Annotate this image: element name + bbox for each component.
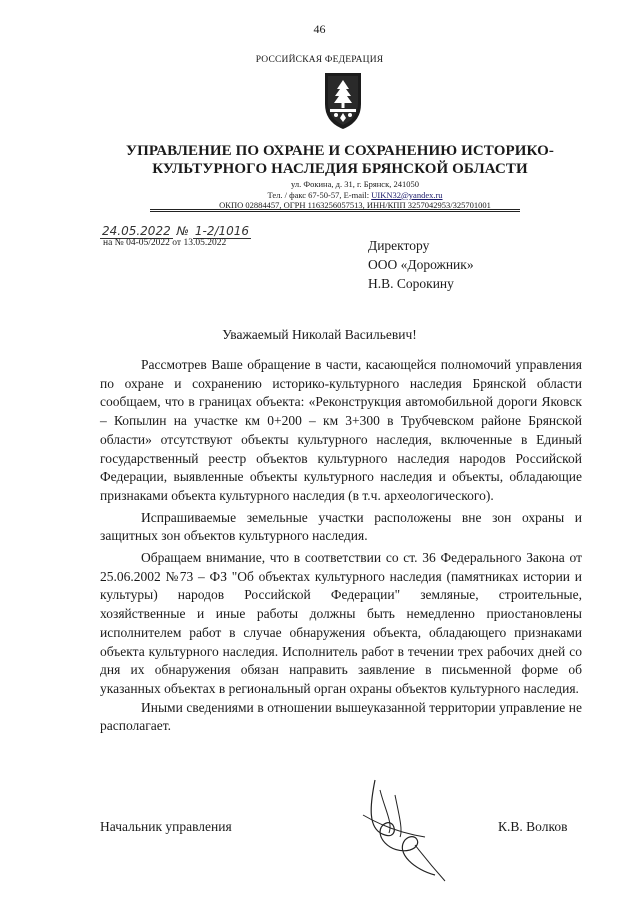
organization-name-line1: УПРАВЛЕНИЕ ПО ОХРАНЕ И СОХРАНЕНИЮ ИСТОРИКО-	[126, 143, 554, 159]
outgoing-number-value: 1-2/1016	[194, 224, 250, 238]
salutation: Уважаемый Николай Васильевич!	[222, 327, 417, 342]
header-divider	[150, 209, 520, 210]
registry-codes: ОКПО 02884457, ОГРН 1163256057513, ИНН/КПП 3257042953/325701001	[219, 200, 491, 210]
address: ул. Фокина, д. 31, г. Брянск, 241050	[291, 179, 419, 189]
organization-name-line2: КУЛЬТУРНОГО НАСЛЕДИЯ БРЯНСКОЙ ОБЛАСТИ	[152, 161, 528, 177]
page-number: 46	[313, 22, 326, 36]
signatory-position: Начальник управления	[100, 819, 232, 834]
addressee-position: Директору	[368, 238, 430, 253]
handwritten-signature-icon	[355, 775, 450, 885]
body-paragraph: Обращаем внимание, что в соответствии со ст. 36 Федерального Закона от 25.06.2002 №73 – ФЗ "Об объектах культурного наследия (памятниках истории и культуры) народов Российской Федерации" земляные, строительные, хозяйственные и иные работы должны быть немедленно приостановлены исполнителем работ в случае обнаружения объекта, обладающего признаками объекта культурного наследия. Исполнитель работ в течении трех рабочих дней со дня их обнаружения обязан направить заявление в письменной форме об указанных объектах в региональный орган охраны объектов культурного наследия.	[100, 550, 582, 696]
phone: Тел. / факс 67-50-57,	[267, 189, 342, 200]
phone-email-line	[160, 190, 550, 201]
signatory-name: К.В. Волков	[498, 819, 568, 834]
body-paragraph: Иными сведениями в отношении вышеуказанной территории управление не располагает.	[100, 699, 582, 734]
email-link[interactable]: UIKN32@yandex.ru	[371, 189, 443, 200]
email-label: E-mail:	[343, 189, 370, 200]
body-paragraph: Рассмотрев Ваше обращение в части, касающейся полномочий управления по охране и сохранению историко-культурного наследия Брянской области сообщаем, что в границах объекта: «Реконструкция автомобильной дороги Яковск – Копылин на участке км 0+200 – км 3+300 в Трубчевском районе Брянской области» отсутствуют объекты культурного наследия, включенные в Единый государственный реестр объектов культурного наследия народов Российской Федерации, выявленные объекты культурного наследия и объекты, обладающие признаками объекта культурного наследия (в т.ч. археологического).	[100, 357, 582, 503]
addressee-company: ООО «Дорожник»	[368, 257, 474, 272]
body-paragraph: Испрашиваемые земельные участки расположены вне зон охраны и защитных зон объектов культурного наследия.	[100, 509, 582, 544]
incoming-reference: на № 04-05/2022 от 13.05.2022	[103, 238, 227, 248]
contact-block	[160, 179, 550, 211]
addressee-name: Н.В. Сорокину	[368, 276, 454, 291]
outgoing-number	[100, 224, 251, 238]
coat-of-arms-icon	[322, 70, 364, 132]
outgoing-number-label: №	[176, 224, 190, 238]
outgoing-date: 24.05.2022	[102, 224, 171, 238]
federation-heading: РОССИЙСКАЯ ФЕДЕРАЦИЯ	[255, 55, 384, 65]
organization-name	[100, 142, 580, 178]
addressee-block	[368, 236, 474, 293]
header-divider-second	[150, 211, 520, 212]
letter-body	[100, 356, 582, 736]
